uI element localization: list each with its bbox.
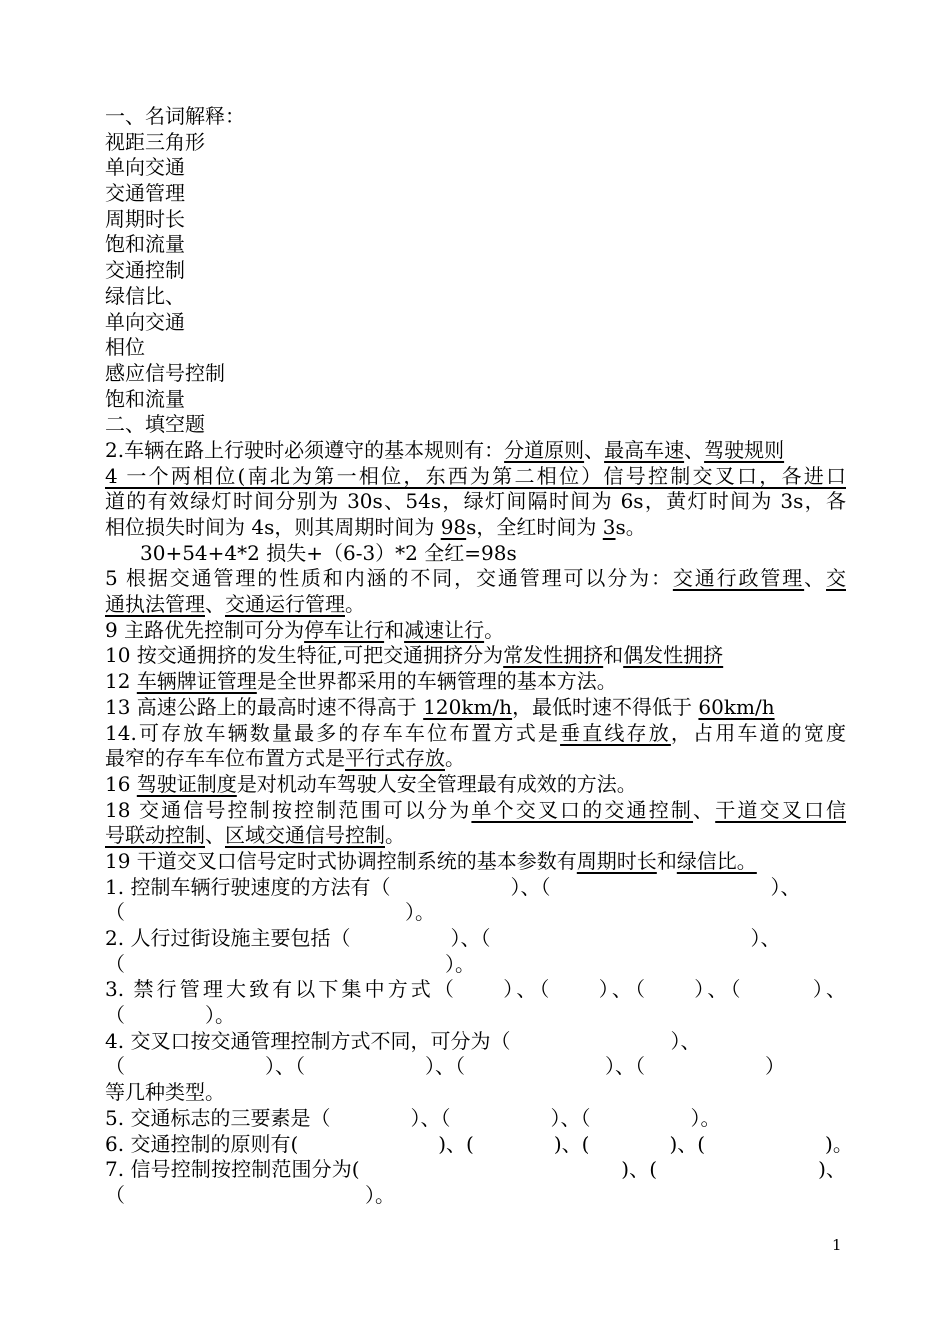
text-line [105, 721, 846, 747]
section-heading: 二、填空题 [105, 412, 205, 437]
answer-text: 号联动控制 [105, 823, 205, 848]
text-line [105, 1029, 846, 1055]
text-line [105, 1131, 853, 1158]
answer-text: 停车让行 [304, 617, 385, 642]
question-text: （ ）。 [105, 900, 435, 925]
answer-text: 交 [826, 566, 846, 591]
question-text: 是全世界都采用的车辆管理的基本方法。 [256, 669, 617, 694]
question-text: 最窄的存车车位布置方式是 [105, 746, 345, 771]
term-list [105, 130, 846, 413]
term-item: 绿信比、 [105, 283, 185, 308]
text-line [105, 695, 846, 721]
question-text: ，占用车道的宽度 [670, 720, 846, 745]
text-line [105, 592, 846, 618]
answer-text: 驾驶证制度 [136, 771, 237, 796]
question-text: 9 主路优先控制可分为 [105, 617, 305, 642]
question-text: 1. 控制车辆行驶速度的方法有（ ）、（ ）、 [105, 874, 801, 899]
answer-text: 4 一个两相位(南北为第一相位，东西为第二相位）信号控制交叉口，各进口 [105, 463, 846, 488]
answer-text: 60km/h [698, 694, 775, 719]
text-line [105, 746, 846, 772]
text-line [105, 1080, 846, 1106]
question-text: 2.车辆在路上行驶时必须遵守的基本规则有： [105, 437, 505, 462]
question-text: ，最低时速不得低于 [512, 694, 699, 719]
answer-text: 平行式存放 [345, 746, 445, 771]
question-text: 和 [656, 848, 677, 873]
question-text: 等几种类型。 [105, 1080, 225, 1105]
question-text: 2. 人行过街设施主要包括（ ）、（ ）、 [105, 926, 781, 950]
question-text: （ ）。 [105, 1182, 395, 1207]
answer-text: 偶发性拥挤 [623, 643, 724, 668]
term-item: 交通管理 [105, 181, 185, 206]
answer-text: 最高车速 [604, 437, 685, 462]
term-item: 单向交通 [105, 155, 185, 180]
text-line [105, 849, 846, 875]
text-line [105, 952, 846, 978]
term-item: 感应信号控制 [105, 360, 225, 385]
question-text: 14.可存放车辆数量最多的存车车位布置方式是 [105, 720, 561, 745]
document-body [105, 104, 853, 1209]
question-text: 12 [105, 669, 137, 694]
question-text: s，全红时间为 [466, 515, 603, 539]
term-item: 视距三角形 [105, 129, 205, 154]
question-text: 。 [345, 592, 365, 617]
question-text: 、 [205, 823, 225, 848]
answer-text: 绿信比。 [676, 848, 757, 873]
section-fill-in [105, 412, 853, 1208]
text-line [105, 489, 846, 515]
question-text: 30+54+4*2 损失+（6-3）*2 全红=98s [140, 540, 517, 565]
term-item: 相位 [105, 335, 145, 360]
text-line [105, 1183, 846, 1209]
text-line [105, 669, 846, 695]
question-text: 和 [384, 617, 405, 642]
question-text: s。 [615, 515, 646, 539]
question-text: 13 高速公路上的最高时速不得高于 [105, 694, 424, 719]
question-text: 、 [684, 437, 705, 462]
question-text: 、 [205, 592, 225, 617]
text-line [105, 772, 846, 798]
text-line [105, 541, 846, 567]
section-glossary [105, 104, 846, 412]
text-line [105, 900, 846, 926]
answer-text: 交通运行管理 [225, 592, 345, 617]
answer-text: 单个交叉口的交通控制 [471, 797, 694, 822]
question-text: 、 [804, 566, 827, 591]
text-line [105, 977, 846, 1003]
answer-text: 120km/h [423, 694, 513, 719]
question-text: 16 [105, 771, 137, 796]
term-item: 交通控制 [105, 258, 185, 283]
text-line [105, 566, 846, 592]
question-text: 3. 禁行管理大致有以下集中方式（ ）、（ ）、（ ）、（ ）、 [105, 977, 846, 1002]
question-text: 6. 交通控制的原则有( )、( )、( )、( )。 [105, 1131, 853, 1156]
question-text: 。 [385, 823, 405, 848]
question-text: 和 [603, 643, 624, 668]
answer-text: 分道原则 [504, 437, 585, 462]
question-text: 19 干道交叉口信号定时式协调控制系统的基本参数有 [105, 848, 577, 873]
text-line [105, 1157, 846, 1183]
question-text: 。 [445, 746, 465, 771]
text-line [105, 875, 846, 901]
term-item: 单向交通 [105, 309, 185, 334]
question-text: 、 [693, 797, 716, 822]
question-text: （ ）、（ ）、（ ）、（ ） [105, 1054, 785, 1079]
question-text: 5. 交通标志的三要素是（ ）、（ ）、（ ）。 [105, 1105, 721, 1130]
text-line [105, 464, 846, 490]
question-text: 道的有效绿灯时间分别为 30s、54s，绿灯间隔时间为 6s，黄灯时间为 3s，各 [105, 489, 846, 514]
question-text: 、 [584, 437, 605, 462]
question-text: 相位损失时间为 4s，则其周期时间为 [105, 515, 441, 539]
answer-text: 98 [440, 515, 467, 539]
text-line [105, 823, 846, 849]
page-number: 1 [832, 1236, 842, 1254]
text-line [105, 438, 846, 464]
term-item: 饱和流量 [105, 386, 185, 411]
answer-text: 干道交叉口信 [715, 797, 846, 822]
question-text: 是对机动车驾驶人安全管理最有成效的方法。 [236, 771, 637, 796]
question-text: 5 根据交通管理的性质和内涵的不同，交通管理可以分为： [105, 566, 673, 591]
text-line [105, 798, 846, 824]
section-heading: 一、名词解释： [105, 104, 245, 128]
answer-text: 3 [602, 515, 616, 539]
text-line [105, 1003, 846, 1029]
text-line [105, 515, 846, 541]
answer-text: 车辆牌证管理 [136, 669, 257, 694]
answer-text: 垂直线存放 [560, 720, 671, 745]
answer-text: 交通行政管理 [672, 566, 805, 591]
term-item: 饱和流量 [105, 232, 185, 257]
question-text: （ ）。 [105, 951, 475, 976]
text-line [105, 926, 846, 952]
question-text: 18 交通信号控制按控制范围可以分为 [105, 797, 472, 822]
question-text: （ ）。 [105, 1003, 235, 1028]
answer-text: 通执法管理 [105, 592, 205, 617]
answer-text: 区域交通信号控制 [225, 823, 385, 848]
text-line [105, 1054, 846, 1080]
term-item: 周期时长 [105, 206, 185, 231]
answer-text: 常发性拥挤 [503, 643, 604, 668]
question-text: 。 [484, 617, 505, 642]
text-line [105, 643, 846, 669]
answer-text: 驾驶规则 [704, 437, 785, 462]
text-line [105, 1106, 846, 1132]
answer-text: 减速让行 [404, 617, 485, 642]
question-text: 10 按交通拥挤的发生特征,可把交通拥挤分为 [105, 643, 504, 668]
answer-text: 周期时长 [576, 848, 657, 873]
text-line [105, 618, 846, 644]
question-text: 4. 交叉口按交通管理控制方式不同，可分为（ ）、 [105, 1028, 701, 1053]
question-text: 7. 信号控制按控制范围分为( )、( )、 [105, 1157, 846, 1182]
question-list [105, 437, 853, 1209]
